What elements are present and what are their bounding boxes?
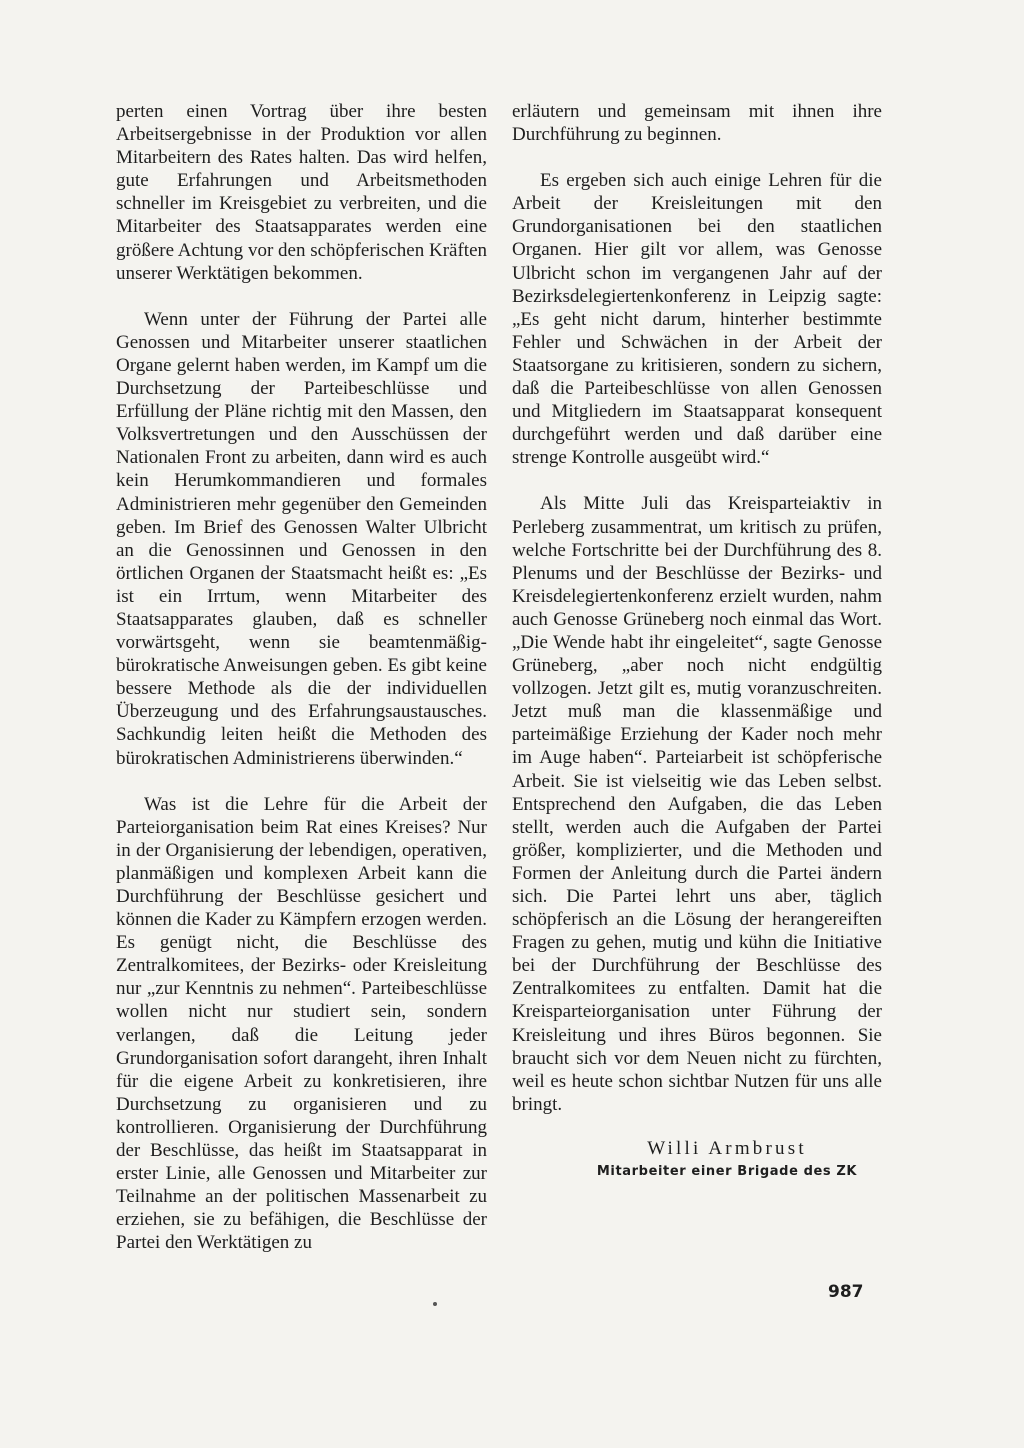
print-speck: [433, 1302, 437, 1306]
paragraph: erläutern und gemeinsam mit ihnen ihre Durchführung zu beginnen.: [512, 101, 882, 146]
paragraph: perten einen Vortrag über ihre besten Arbeitsergebnisse in der Produktion vor allen Mitarbeitern des Rates halten. Das wird helfen, gute Erfahrungen und Arbeitsmethoden schneller im Kreisgebiet zu verbreiten, und die Mitarbeiter des Staatsapparates werden eine größere Achtung vor den schöpferischen Kräften unserer Werktätigen bekommen.: [116, 101, 487, 284]
paragraph: Wenn unter der Führung der Partei alle Genossen und Mitarbeiter unserer staatlichen Organe gelernt haben werden, im Kampf um die Durchsetzung der Parteibeschlüsse und Erfüllung der Pläne richtig mit den Massen, den Volksvertretungen und den Ausschüssen der Nationalen Front zu arbeiten, dann wird es auch kein Herumkommandieren und formales Administrieren mehr gegenüber den Gemeinden geben. Im Brief des Genossen Walter Ulbricht an die Genossinnen und Genossen in den örtlichen Organen der Staatsmacht heißt es: „Es ist ein Irrtum, wenn Mitarbeiter des Staatsapparates glauben, daß es schneller vorwärtsgeht, wenn sie beamtenmäßig-bürokratische Anweisungen geben. Es gibt keine bessere Methode als die der individuellen Überzeugung und des Erfahrungsaustausches. Sachkundig leiten heißt die Methoden des bürokratischen Administrierens überwinden.“: [116, 308, 487, 769]
paragraph: Es ergeben sich auch einige Lehren für die Arbeit der Kreisleitungen mit den Grundorganisationen bei den staatlichen Organen. Hier gilt vor allem, was Genosse Ulbricht schon im vergangenen Jahr auf der Bezirksdelegiertenkonferenz in Leipzig sagte: „Es geht nicht darum, hinterher bestimmte Fehler und Schwächen in der Arbeit der Staatsorgane zu kritisieren, sondern zu sichern, daß die Parteibeschlüsse von allen Genossen und Mitgliedern im Staatsapparat konsequent durchgeführt werden und daß darüber eine strenge Kontrolle ausgeübt wird.“: [512, 170, 882, 469]
left-text-column: [116, 100, 487, 1278]
paragraph: Was ist die Lehre für die Arbeit der Parteiorganisation beim Rat eines Kreises? Nur in der Organisierung der lebendigen, operativen, planmäßigen und komplexen Arbeit kann die Durchführung der Beschlüsse gesichert und können die Kader zu Kämpfern erzogen werden. Es genügt nicht, die Beschlüsse des Zentralkomitees, der Bezirks- oder Kreisleitung nur „zur Kenntnis zu nehmen“. Parteibeschlüsse wollen nicht nur studiert sein, sondern verlangen, daß die Leitung jeder Grundorganisation sofort darangeht, ihren Inhalt für die eigene Arbeit zu konkretisieren, ihre Durchsetzung zu organisieren und zu kontrollieren. Organisierung der Durchführung der Beschlüsse, das heißt im Staatsapparat in erster Linie, alle Genossen und Mitarbeiter zur Teilnahme an der politischen Massenarbeit zu erziehen, sie zu befähigen, die Beschlüsse der Partei den Werktätigen zu: [116, 793, 487, 1254]
page-number: 987: [828, 1282, 864, 1302]
author-name: Willi Armbrust: [647, 1137, 807, 1159]
author-signature: [512, 1137, 882, 1183]
right-text-column: [512, 100, 882, 1183]
paragraph: Als Mitte Juli das Kreisparteiaktiv in Perleberg zusammentrat, um kritisch zu prüfen, welche Fortschritte bei der Durchführung des 8. Plenums und der Beschlüsse der Bezirks- und Kreisdelegiertenkonferenz erzielt wurden, nahm auch Genosse Grüneberg noch einmal das Wort. „Die Wende habt ihr eingeleitet“, sagte Genosse Grüneberg, „aber noch nicht endgültig vollzogen. Jetzt gilt es, mutig voranzuschreiten. Jetzt muß man die klassenmäßige und parteimäßige Erziehung der Kader noch mehr im Auge haben“. Parteiarbeit ist schöpferische Arbeit. Sie ist vielseitig wie das Leben selbst. Entsprechend den Aufgaben, die das Leben stellt, werden auch die Aufgaben der Partei größer, komplizierter, und die Methoden und Formen der Anleitung durch die Partei ändern sich. Die Partei lehrt uns aber, täglich schöpferisch an die Lösung der herangereiften Fragen zu gehen, mutig und kühn die Initiative bei der Durchführung der Beschlüsse des Zentralkomitees zu entfalten. Damit hat die Kreisparteiorganisation unter Führung der Kreisleitung und ihres Büros begonnen. Sie braucht sich vor dem Neuen nicht zu fürchten, weil es heute schon sichtbar Nutzen für uns alle bringt.: [512, 493, 882, 1115]
author-role: Mitarbeiter einer Brigade des ZK: [596, 1163, 858, 1179]
